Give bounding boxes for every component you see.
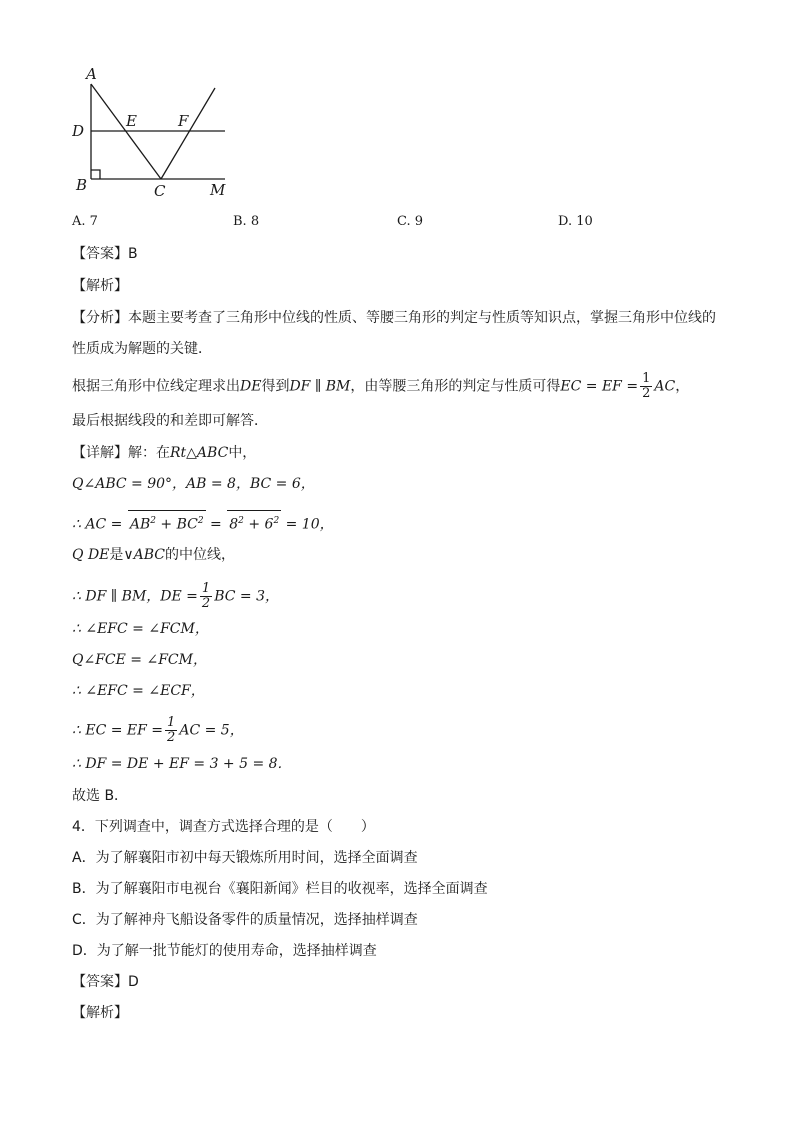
- s8-num: 1: [167, 715, 176, 730]
- s2-r1: AB: [129, 516, 151, 533]
- s3-mid: 是: [109, 547, 124, 563]
- analysis-heading: 【解析】: [72, 278, 128, 294]
- conclusion: 故选 B．: [72, 788, 129, 804]
- s4-end: BC = 3，: [214, 588, 280, 605]
- s2-r2: 8: [229, 516, 239, 533]
- option-c: C. 9: [397, 214, 424, 229]
- exp-1: 2: [150, 516, 156, 526]
- label-b: B: [76, 176, 88, 194]
- method-end: ，: [675, 378, 690, 395]
- method-line: [72, 372, 689, 401]
- s2-eq: =: [205, 516, 222, 533]
- step-1: Q∠ABC = 90°，AB = 8，BC = 6，: [72, 476, 315, 492]
- label-d: D: [72, 122, 85, 140]
- method-de: DE: [240, 378, 262, 395]
- step-7: ∴ ∠EFC = ∠ECF，: [72, 683, 205, 699]
- method-df: DF ∥ BM: [289, 378, 351, 395]
- detail-tri: Rt△ABC: [170, 445, 229, 461]
- s4-pre: ∴ DF ∥ BM，DE =: [72, 588, 198, 605]
- method-ac: AC: [654, 378, 676, 395]
- s2-pre: ∴ AC =: [72, 516, 123, 533]
- method-frac-den: 2: [642, 386, 651, 401]
- method-pre: 根据三角形中位线定理求出: [72, 378, 240, 395]
- analysis-text-2: 性质成为解题的关键．: [72, 341, 212, 357]
- step-5: ∴ ∠EFC = ∠FCM，: [72, 621, 209, 637]
- s2-plus1: + BC: [155, 516, 198, 533]
- step-3: [72, 545, 235, 565]
- q4-option-a: A．为了解襄阳市初中每天锻炼所用时间，选择全面调查: [72, 850, 418, 866]
- method-frac-num: 1: [642, 371, 651, 386]
- method-eq: EC = EF =: [560, 378, 639, 395]
- sqrt-2: [227, 510, 281, 535]
- label-e: E: [126, 112, 137, 130]
- exp-2: 2: [197, 516, 204, 526]
- geometry-figure: [72, 62, 242, 202]
- q4-option-b: B．为了解襄阳市电视台《襄阳新闻》栏目的收视率，选择全面调查: [72, 881, 488, 897]
- step-4: [72, 582, 279, 611]
- detail-post: 中，: [228, 445, 257, 461]
- label-a: A: [86, 65, 97, 83]
- sqrt-1: [128, 510, 206, 535]
- label-m: M: [210, 181, 226, 199]
- q4-option-c: C．为了解神舟飞船设备零件的质量情况，选择抽样调查: [72, 912, 418, 928]
- q4-option-d: D．为了解一批节能灯的使用寿命，选择抽样调查: [72, 943, 377, 959]
- label-f: F: [178, 112, 189, 130]
- method-line-2: 最后根据线段的和差即可解答．: [72, 413, 268, 429]
- s4-fraction: [200, 582, 212, 611]
- q4-answer: 【答案】D: [72, 974, 139, 990]
- right-angle-mark: [91, 170, 100, 179]
- label-c: C: [154, 182, 166, 200]
- q4-analysis-heading: 【解析】: [72, 1005, 128, 1021]
- answer-label: 【答案】B: [72, 246, 138, 262]
- method-mid2: ，由等腰三角形的判定与性质可得: [350, 378, 561, 395]
- detail-pre: 【详解】解：在: [72, 445, 170, 461]
- step-2: [72, 510, 334, 535]
- question-4-stem: 4．下列调查中，调查方式选择合理的是（ ）: [72, 819, 375, 835]
- s3-q: Q: [72, 547, 84, 563]
- s8-end: AC = 5，: [179, 722, 244, 739]
- s4-den: 2: [201, 596, 211, 611]
- s2-end: = 10，: [281, 516, 334, 533]
- option-b: B. 8: [233, 214, 260, 229]
- exp-3: 2: [238, 516, 244, 526]
- detail-line: [72, 443, 256, 463]
- option-a: A. 7: [72, 214, 98, 229]
- step-9: ∴ DF = DE + EF = 3 + 5 = 8．: [72, 756, 292, 772]
- s2-plus2: + 6: [243, 516, 274, 533]
- analysis-text-1: 【分析】本题主要考查了三角形中位线的性质、等腰三角形的判定与性质等知识点，掌握三角形中位线的: [72, 310, 716, 326]
- s8-den: 2: [167, 730, 176, 745]
- method-mid1: 得到: [261, 378, 290, 395]
- s8-pre: ∴ EC = EF =: [72, 722, 164, 739]
- option-d: D. 10: [558, 214, 593, 229]
- step-6: Q∠FCE = ∠FCM，: [72, 652, 207, 668]
- s3-end: 的中位线，: [165, 547, 236, 563]
- s3-tri: ∨ABC: [123, 547, 166, 563]
- s4-num: 1: [201, 581, 211, 596]
- segment-c-ray: [161, 88, 215, 179]
- s8-fraction: [165, 716, 177, 745]
- method-fraction: [640, 372, 652, 401]
- step-8: [72, 716, 244, 745]
- exp-4: 2: [273, 516, 280, 526]
- s3-de: DE: [87, 547, 110, 563]
